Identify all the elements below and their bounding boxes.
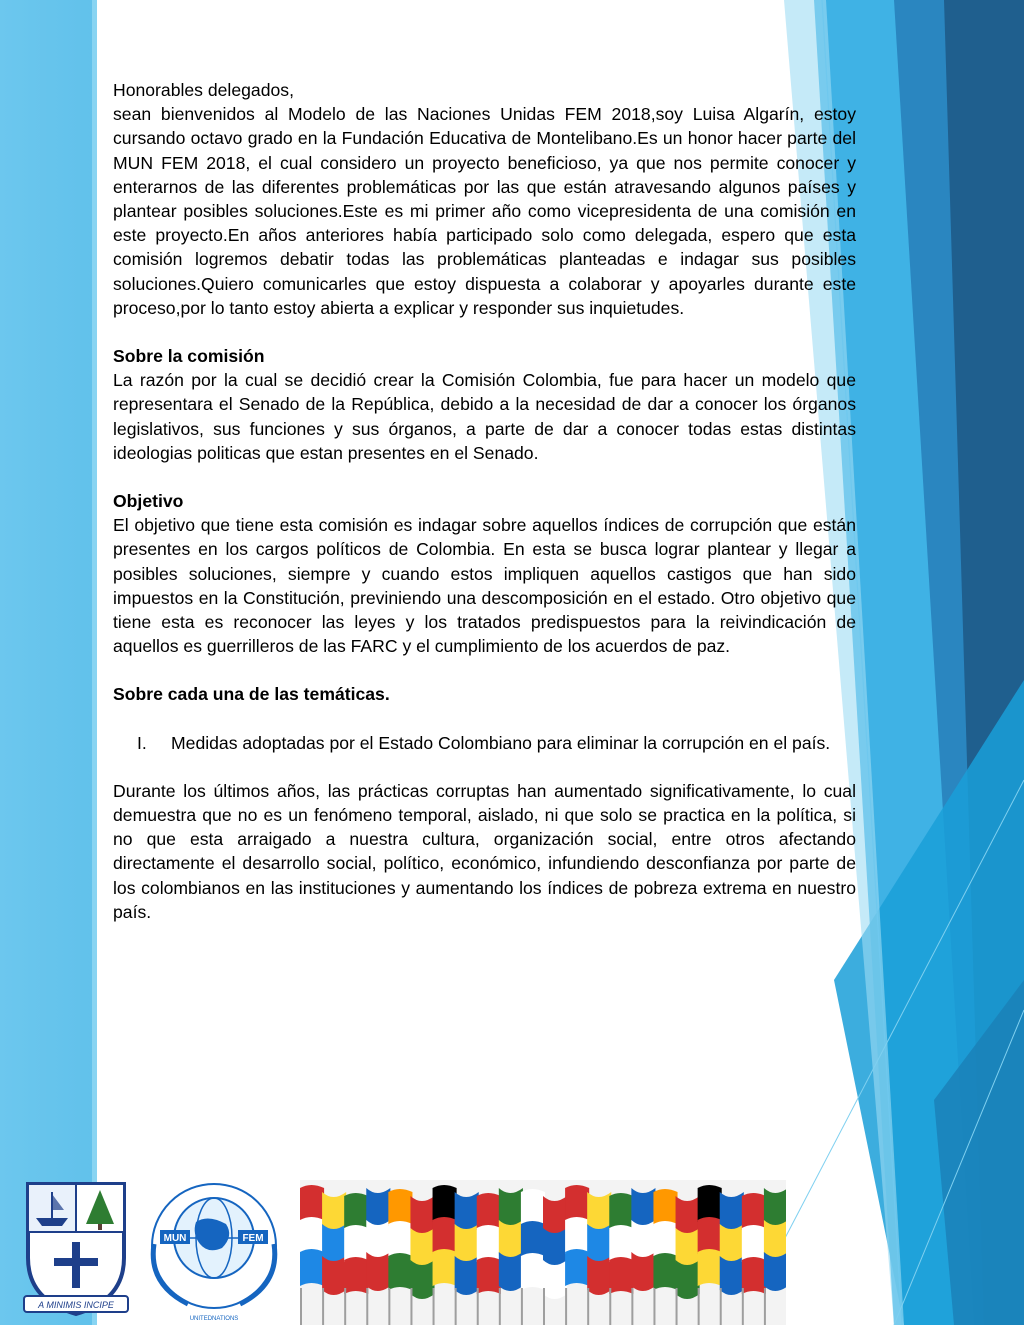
flag-strip bbox=[366, 1252, 390, 1291]
flag-strip bbox=[388, 1189, 412, 1226]
flag-strip bbox=[565, 1185, 589, 1222]
flag-strip bbox=[565, 1217, 589, 1254]
flag-pole bbox=[366, 1288, 368, 1325]
letter-body bbox=[113, 78, 856, 924]
flag-strip bbox=[521, 1253, 545, 1290]
mun-logo-right-text: FEM bbox=[242, 1233, 264, 1244]
flag-strip bbox=[300, 1217, 324, 1254]
flag-pole bbox=[565, 1288, 567, 1325]
flag-strip bbox=[410, 1228, 434, 1267]
flag-strip bbox=[609, 1257, 633, 1294]
flag-strip bbox=[499, 1252, 523, 1291]
flag-strip bbox=[742, 1225, 766, 1262]
commission-heading: Sobre la comisión bbox=[113, 346, 265, 367]
flag-strip bbox=[543, 1260, 567, 1299]
crest-motto: A MINIMIS INCIPE bbox=[38, 1300, 114, 1310]
flag-strip bbox=[344, 1257, 368, 1294]
flag-strip bbox=[543, 1228, 567, 1267]
flag-strip bbox=[587, 1256, 611, 1295]
flag-strip bbox=[565, 1249, 589, 1286]
flag-strip bbox=[653, 1221, 677, 1258]
flag-strip bbox=[433, 1185, 457, 1222]
flag-strip bbox=[609, 1193, 633, 1230]
flag-strip bbox=[455, 1256, 479, 1295]
flag-strip bbox=[720, 1224, 744, 1263]
flag-strip bbox=[433, 1249, 457, 1286]
flag-strip bbox=[388, 1253, 412, 1290]
flag-strip bbox=[720, 1256, 744, 1295]
flag-strip bbox=[676, 1228, 700, 1267]
flag-strip bbox=[521, 1189, 545, 1226]
flag-pole bbox=[410, 1288, 412, 1325]
flag-strip bbox=[366, 1220, 390, 1259]
flag-pole bbox=[433, 1288, 435, 1325]
flag-strip bbox=[631, 1188, 655, 1227]
objective-paragraph: El objetivo que tiene esta comisión es indagar sobre aquellos índices de corrupción que están presentes en los cargos políticos de Colombia. En esta se busca lograr plantear y llegar a posibles soluciones, siempre y cuando estos impliquen aquellos castigos que han sido impuestos en la Constitución, previniendo una descomposición en el estado. Otro objetivo que tiene esta es reconocer las leyes y los tratados predispuestos para la reivindicación de aquellos es guerrilleros de las FARC y el cumplimiento de los acuerdos de paz. bbox=[113, 515, 856, 657]
greeting: Honorables delegados, bbox=[113, 80, 294, 100]
flag-strip bbox=[521, 1221, 545, 1258]
flag-pole bbox=[742, 1288, 744, 1325]
flag-strip bbox=[410, 1196, 434, 1235]
objective-heading: Objetivo bbox=[113, 491, 184, 512]
flag-pole bbox=[521, 1288, 523, 1325]
flag-strip bbox=[344, 1225, 368, 1262]
flag-strip bbox=[322, 1192, 346, 1231]
flag-strip bbox=[455, 1224, 479, 1263]
flag-pole bbox=[388, 1288, 390, 1325]
flag-strip bbox=[433, 1217, 457, 1254]
flag-pole bbox=[477, 1288, 479, 1325]
flag-strip bbox=[455, 1192, 479, 1231]
flag-pole bbox=[499, 1288, 501, 1325]
flag-pole bbox=[631, 1288, 633, 1325]
flag-strip bbox=[698, 1217, 722, 1254]
flag-pole bbox=[455, 1288, 457, 1325]
flag-strip bbox=[499, 1220, 523, 1259]
flag-strip bbox=[720, 1192, 744, 1231]
intro-paragraph: sean bienvenidos al Modelo de las Naciones Unidas FEM 2018,soy Luisa Algarín, estoy cursando octavo grado en la Fundación Educativa de Montelibano.Es un honor hacer parte del MUN FEM 2018, el cual considero un proyecto beneficioso, ya que nos permite conocer y enterarnos de las diferentes problemáticas por las que están atravesando algunos países y plantear posibles soluciones.Este es mi primer año como vicepresidenta de una comisión en este proyecto.En años anteriores había participado solo como delegada, espero que esta comisión logremos debatir todas las problemáticas planteadas e indagar sus posibles soluciones.Quiero comunicarles que estoy dispuesta a colaborar y apoyarles durante este proceso,por lo tanto estoy abierta a explicar y responder sus inquietudes. bbox=[113, 104, 856, 318]
flag-strip bbox=[587, 1224, 611, 1263]
flag-strip bbox=[477, 1225, 501, 1262]
flag-strip bbox=[742, 1257, 766, 1294]
flag-strip bbox=[764, 1220, 786, 1259]
commission-paragraph: La razón por la cual se decidió crear la Comisión Colombia, fue para hacer un modelo que representara el Senado de la República, debido a la necesidad de dar a conocer los órganos legislativos, sus funciones y sus órganos, a parte de dar a conocer todas estas distintas ideologias politicas que estan presentes en el Senado. bbox=[113, 370, 856, 463]
left-panel-bevel bbox=[0, 0, 112, 1325]
flag-pole bbox=[587, 1288, 589, 1325]
topic-number: I. bbox=[137, 732, 147, 753]
topic-text: Medidas adoptadas por el Estado Colombiano para eliminar la corrupción en el país. bbox=[171, 732, 831, 753]
flag-strip bbox=[587, 1192, 611, 1231]
flag-pole bbox=[543, 1288, 545, 1325]
flag-strip bbox=[653, 1253, 677, 1290]
flag-pole bbox=[322, 1288, 324, 1325]
flag-strip bbox=[764, 1188, 786, 1227]
flag-strip bbox=[322, 1224, 346, 1263]
flag-pole bbox=[676, 1288, 678, 1325]
flag-pole bbox=[653, 1288, 655, 1325]
flag-pole bbox=[609, 1288, 611, 1325]
flag-strip bbox=[344, 1193, 368, 1230]
flag-strip bbox=[410, 1260, 434, 1299]
flag-strip bbox=[676, 1260, 700, 1299]
flag-strip bbox=[477, 1193, 501, 1230]
topic-list-item bbox=[113, 731, 856, 755]
topic-paragraph: Durante los últimos años, las prácticas corruptas han aumentado significativamente, lo cual demuestra que no es un fenómeno temporal, aislado, ni que solo se practica en la política, si no que esta arraigado a nuestra cultura, organización social, entre otros afectando directamente el desarrollo social, político, económico, infundiendo desconfianza por parte de los colombianos en las instituciones y aumentando los índices de pobreza extrema en nuestro país. bbox=[113, 780, 856, 922]
mun-logo-bottom-text: UNITEDNATIONS bbox=[189, 1316, 239, 1322]
flag-strip bbox=[676, 1196, 700, 1235]
mun-logo-left-text: MUN bbox=[163, 1233, 187, 1244]
flag-strip bbox=[300, 1249, 324, 1286]
flag-strip bbox=[322, 1256, 346, 1295]
world-flags-image bbox=[300, 1180, 786, 1325]
flag-strip bbox=[499, 1188, 523, 1227]
flag-strip bbox=[609, 1225, 633, 1262]
flag-pole bbox=[698, 1288, 700, 1325]
flag-strip bbox=[698, 1249, 722, 1286]
flag-pole bbox=[720, 1288, 722, 1325]
flag-strip bbox=[698, 1185, 722, 1222]
flag-strip bbox=[366, 1188, 390, 1227]
flag-strip bbox=[631, 1220, 655, 1259]
footer-logos bbox=[0, 1170, 1024, 1325]
flag-strip bbox=[742, 1193, 766, 1230]
flag-pole bbox=[300, 1288, 302, 1325]
mun-fem-logo bbox=[138, 1174, 290, 1324]
topics-heading: Sobre cada una de las temáticas. bbox=[113, 684, 390, 705]
flag-strip bbox=[477, 1257, 501, 1294]
flag-pole bbox=[764, 1288, 766, 1325]
flag-strip bbox=[300, 1185, 324, 1222]
flag-strip bbox=[388, 1221, 412, 1258]
flag-strip bbox=[764, 1252, 786, 1291]
flag-strip bbox=[631, 1252, 655, 1291]
flag-strip bbox=[653, 1189, 677, 1226]
flag-strip bbox=[543, 1196, 567, 1235]
school-crest-logo bbox=[22, 1178, 130, 1318]
flag-pole bbox=[344, 1288, 346, 1325]
